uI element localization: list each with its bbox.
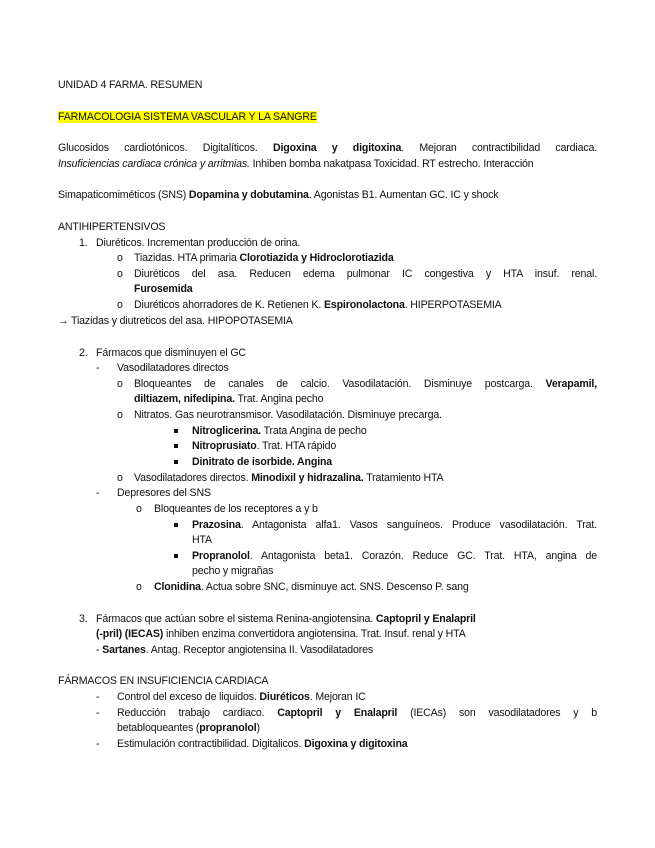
bullet-circle: o (117, 252, 123, 264)
reduccion-trabajo-item: Reducción trabajo cardiaco. Captopril y Enalapril (IECAs) son vasodilatadores y b (117, 707, 597, 719)
prazosina-cont: HTA (192, 534, 212, 546)
renina-item: Fármacos que actúan sobre el sistema Renina-angiotensina. Captopril y Enalapril (96, 613, 476, 625)
bullet-circle: o (117, 299, 123, 311)
control-liquidos-item: Control del exceso de liquidos. Diuréticos. Mejoran IC (117, 691, 366, 703)
bloqueantes-calcio-cont: diltiazem, nifedipina. Trat. Angina pecho (134, 393, 324, 405)
bullet-square (174, 523, 178, 527)
glucosidos-line-2: Insuficiencias cardiaca crónica y arritmias. Inhiben bomba nakatpasa Toxicidad. RT estrecho. Interacción (58, 158, 534, 170)
nitroglicerina-item: Nitroglicerina. Trata Angina de pecho (192, 425, 367, 437)
sartanes-item: - Sartanes. Antag. Receptor angiotensina II. Vasodilatadores (96, 644, 374, 656)
bullet-square (174, 554, 178, 558)
list-number-3: 3. (79, 613, 88, 625)
antihipertensivos-heading: ANTIHIPERTENSIVOS (58, 221, 166, 233)
clonidina-item: Clonidina. Actua sobre SNC, disminuye act. SNS. Descenso P. sang (154, 581, 469, 593)
bullet-square (174, 444, 178, 448)
bullet-dash: - (96, 487, 100, 499)
bullet-dash: - (96, 362, 100, 374)
bloqueantes-receptores-item: Bloqueantes de los receptores a y b (154, 503, 318, 515)
propranolol-item: Propranolol. Antagonista beta1. Corazón. Reduce GC. Trat. HTA, angina de (192, 550, 597, 562)
prazosina-item: Prazosina. Antagonista alfa1. Vasos sanguíneos. Produce vasodilatación. Trat. (192, 519, 597, 531)
list-number-2: 2. (79, 347, 88, 359)
disminuyen-gc-item: Fármacos que disminuyen el GC (96, 347, 246, 359)
reduccion-trabajo-cont: betabloqueantes (propranolol) (117, 722, 260, 734)
bloqueantes-calcio-item: Bloqueantes de canales de calcio. Vasodilatación. Disminuye postcarga. Verapamil, (134, 378, 597, 390)
nitratos-item: Nitratos. Gas neurotransmisor. Vasodilatación. Disminuye precarga. (134, 409, 442, 421)
vasodilatadores-directos-item: Vasodilatadores directos. Minodixil y hidrazalina. Tratamiento HTA (134, 472, 444, 484)
nitroprusiato-item: Nitroprusiato. Trat. HTA rápido (192, 440, 337, 452)
simpaticomimeticos-line: Simapaticomiméticos (SNS) Dopamina y dobutamina. Agonistas B1. Aumentan GC. IC y shock (58, 189, 499, 201)
vasodilatadores-item: Vasodilatadores directos (117, 362, 229, 374)
diureticos-asa-item: Diuréticos del asa. Reducen edema pulmonar IC congestiva y HTA insuf. renal. (134, 268, 597, 280)
propranolol-cont: pecho y migrañas (192, 565, 274, 577)
bullet-circle: o (117, 409, 123, 421)
ahorradores-item: Diuréticos ahorradores de K. Retienen K. Espironolactona. HIPERPOTASEMIA (134, 299, 502, 311)
ic-heading: FÁRMACOS EN INSUFICIENCIA CARDIACA (58, 675, 269, 687)
furosemida: Furosemida (134, 283, 193, 295)
renina-cont: (-pril) (IECAS) inhiben enzima convertidora angiotensina. Trat. Insuf. renal y HTA (96, 628, 466, 640)
diureticos-item: Diuréticos. Incrementan producción de orina. (96, 237, 301, 249)
estimulacion-item: Estimulación contractibilidad. Digitalicos. Digoxina y digitoxina (117, 738, 408, 750)
bullet-circle: o (117, 378, 123, 390)
list-number-1: 1. (79, 237, 88, 249)
bullet-square (174, 429, 178, 433)
bullet-square (174, 460, 178, 464)
hipopotasemia-note: → Tiazidas y diutreticos del asa. HIPOPOTASEMIA (58, 315, 293, 327)
dinitrato-item: Dinitrato de isorbide. Angina (192, 456, 333, 468)
highlighted-section-title: FARMACOLOGIA SISTEMA VASCULAR Y LA SANGRE (58, 111, 317, 123)
document-title: UNIDAD 4 FARMA. RESUMEN (58, 79, 203, 91)
section-title (58, 110, 317, 125)
bullet-circle: o (136, 581, 142, 593)
bullet-dash: - (96, 707, 100, 719)
depresores-sns-item: Depresores del SNS (117, 487, 211, 499)
tiazidas-item: Tiazidas. HTA primaria Clorotiazida y Hidroclorotiazida (134, 252, 394, 264)
bullet-circle: o (117, 472, 123, 484)
bullet-circle: o (136, 503, 142, 515)
bullet-circle: o (117, 268, 123, 280)
glucosidos-line-1: Glucosidos cardiotónicos. Digitalíticos. Digoxina y digitoxina. Mejoran contractibilidad cardiaca. (58, 142, 597, 154)
bullet-dash: - (96, 738, 100, 750)
bullet-dash: - (96, 691, 100, 703)
